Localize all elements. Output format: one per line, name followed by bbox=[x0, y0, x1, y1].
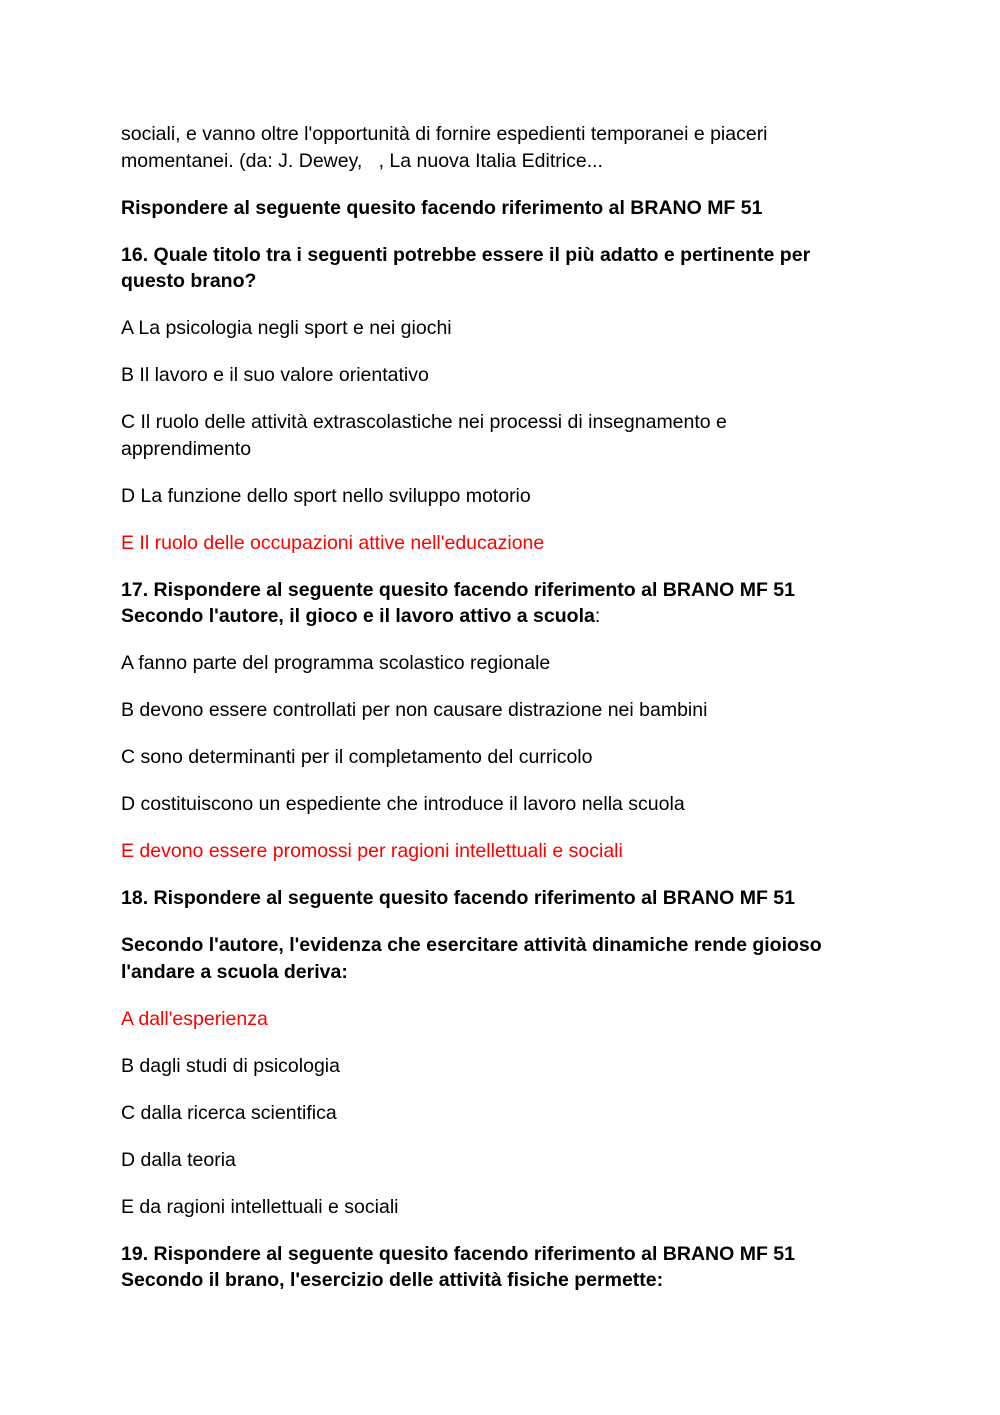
question-17 bbox=[121, 577, 861, 630]
q18-option-a-correct: A dall'esperienza bbox=[121, 1007, 268, 1030]
question-19-line-2: Secondo il brano, l'esercizio delle attività fisiche permette: bbox=[121, 1269, 664, 1291]
q16-option-e-correct: E Il ruolo delle occupazioni attive nell'educazione bbox=[121, 531, 545, 554]
question-19-line-1: 19. Rispondere al seguente quesito facendo riferimento al BRANO MF 51 bbox=[121, 1242, 795, 1265]
question-18-line-2: l'andare a scuola deriva: bbox=[121, 960, 348, 983]
question-19 bbox=[121, 1241, 861, 1294]
q17-option-b: B devono essere controllati per non causare distrazione nei bambini bbox=[121, 699, 708, 721]
question-16 bbox=[121, 242, 861, 295]
question-17-line-2: Secondo l'autore, il gioco e il lavoro attivo a scuola bbox=[121, 605, 595, 627]
question-18 bbox=[121, 932, 861, 985]
q17-option-e-correct: E devono essere promossi per ragioni intellettuali e sociali bbox=[121, 840, 623, 862]
question-17-colon: : bbox=[594, 605, 601, 627]
intro-line-2: momentanei. (da: J. Dewey, , La nuova Italia Editrice... bbox=[121, 149, 603, 172]
question-17-line-1: 17. Rispondere al seguente quesito facendo riferimento al BRANO MF 51 bbox=[121, 578, 795, 601]
q16-option-a: A La psicologia negli sport e nei giochi bbox=[121, 317, 452, 339]
q18-option-e: E da ragioni intellettuali e sociali bbox=[121, 1195, 399, 1218]
intro-paragraph bbox=[121, 121, 861, 174]
question-16-line-1: 16. Quale titolo tra i seguenti potrebbe essere il più adatto e pertinente per bbox=[121, 243, 811, 266]
q16-option-b: B Il lavoro e il suo valore orientativo bbox=[121, 364, 429, 386]
q16-option-c-line-2: apprendimento bbox=[121, 437, 252, 460]
question-16-line-2: questo brano? bbox=[121, 270, 257, 292]
document-page bbox=[121, 121, 861, 1294]
q18-option-d: D dalla teoria bbox=[121, 1148, 236, 1171]
question-18-line-1: Secondo l'autore, l'evidenza che esercitare attività dinamiche rende gioioso bbox=[121, 934, 822, 956]
q17-option-a: A fanno parte del programma scolastico regionale bbox=[121, 652, 551, 674]
question-18-heading: 18. Rispondere al seguente quesito facendo riferimento al BRANO MF 51 bbox=[121, 887, 795, 909]
q16-option-c bbox=[121, 409, 861, 462]
q17-option-d: D costituiscono un espediente che introduce il lavoro nella scuola bbox=[121, 793, 685, 815]
q18-option-c: C dalla ricerca scientifica bbox=[121, 1101, 337, 1124]
q17-option-c: C sono determinanti per il completamento del curricolo bbox=[121, 746, 593, 768]
q16-option-d: D La funzione dello sport nello sviluppo motorio bbox=[121, 484, 531, 507]
instruction-q16: Rispondere al seguente quesito facendo riferimento al BRANO MF 51 bbox=[121, 196, 763, 219]
q16-option-c-line-1: C Il ruolo delle attività extrascolastiche nei processi di insegnamento e bbox=[121, 411, 727, 433]
q18-option-b: B dagli studi di psicologia bbox=[121, 1054, 340, 1077]
intro-line-1: sociali, e vanno oltre l'opportunità di fornire espedienti temporanei e piaceri bbox=[121, 123, 768, 145]
